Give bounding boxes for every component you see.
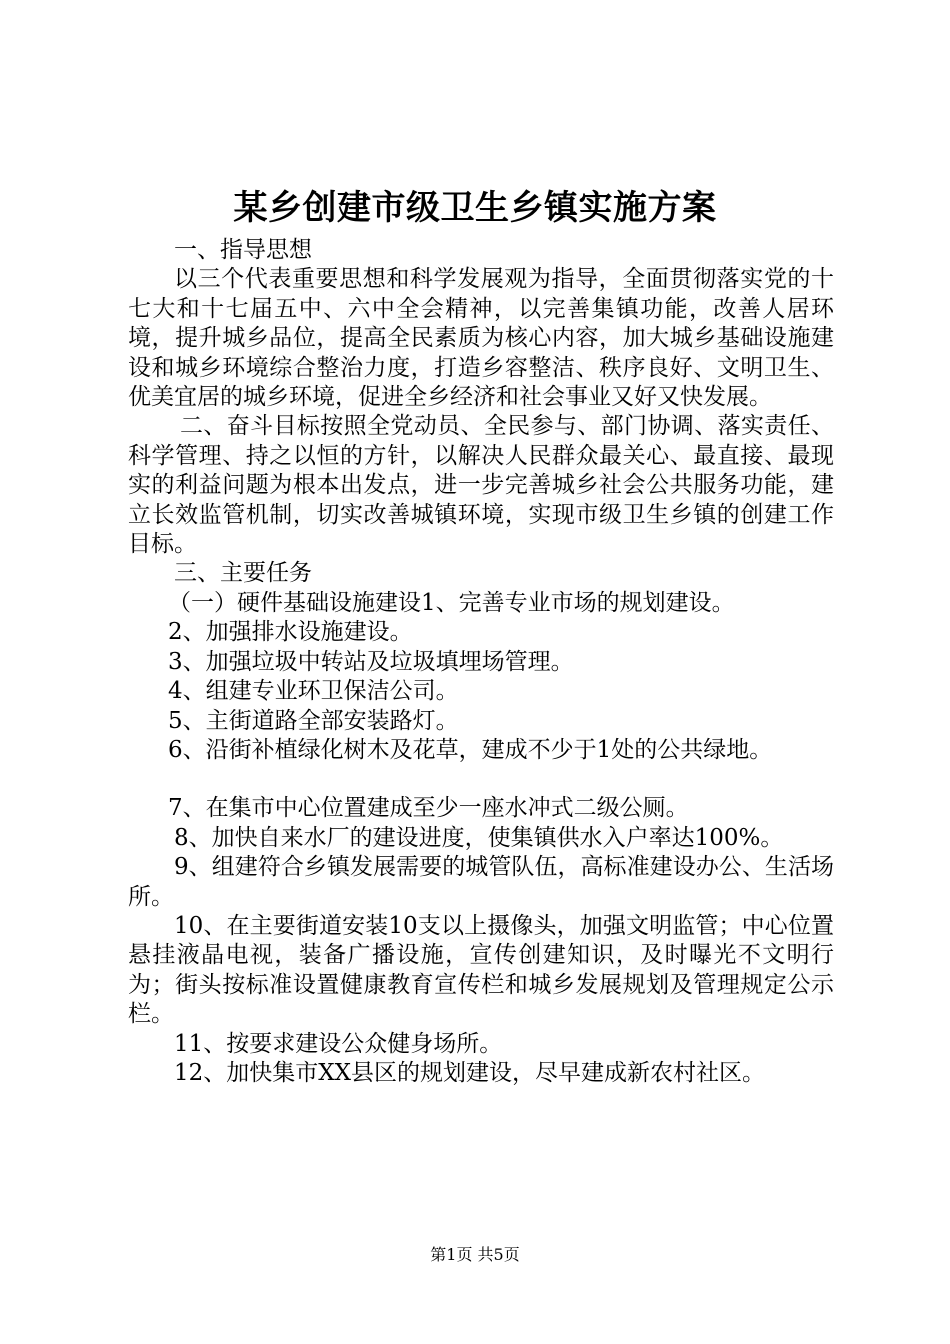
document-title: 某乡创建市级卫生乡镇实施方案 <box>233 188 717 228</box>
task-item: 2、加强排水设施建设。 <box>168 619 413 646</box>
task-item: 7、在集市中心位置建成至少一座水冲式二级公厕。 <box>168 795 689 822</box>
task-item: 10、在主要街道安装10支以上摄像头，加强文明监管；中心位置悬挂液晶电视，装备广播设施，宣传创建知识，及时曝光不文明行为；街头按标准设置健康教育宣传栏和城乡发展规划及管理规定公示栏。 <box>128 912 834 1028</box>
section-heading-guiding-thought: 一、指导思想 <box>174 237 312 263</box>
paragraph-goals: 二、奋斗目标按照全党动员、全民参与、部门协调、落实责任、科学管理、持之以恒的方针，以解决人民群众最关心、最直接、最现实的利益问题为根本出发点，进一步完善城乡社会公共服务功能，建立长效监管机制，切实改善城镇环境，实现市级卫生乡镇的创建工作目标。 <box>128 413 834 558</box>
task-item: 3、加强垃圾中转站及垃圾填埋场管理。 <box>168 648 574 675</box>
paragraph-guiding-thought: 以三个代表重要思想和科学发展观为指导，全面贯彻落实党的十七大和十七届五中、六中全会精神，以完善集镇功能，改善人居环境，提升城乡品位，提高全民素质为核心内容，加大城乡基础设施建设和城乡环境综合整治力度，打造乡容整洁、秩序良好、文明卫生、优美宜居的城乡环境，促进全乡经济和社会事业又好又快发展。 <box>128 266 834 411</box>
task-item: 12、加快集市XX县区的规划建设，尽早建成新农村社区。 <box>174 1059 766 1086</box>
blank-line <box>128 765 834 794</box>
task-item: 11、按要求建设公众健身场所。 <box>174 1030 503 1057</box>
task-item: 5、主街道路全部安装路灯。 <box>168 707 459 734</box>
task-item: 8、加快自来水厂的建设进度，使集镇供水入户率达100%。 <box>174 824 784 851</box>
task-item: 4、组建专业环卫保洁公司。 <box>168 678 459 705</box>
page-footer: 第1页 共5页 <box>430 1245 520 1264</box>
task-item: 9、组建符合乡镇发展需要的城管队伍，高标准建设办公、生活场所。 <box>128 854 834 910</box>
task-item: 6、沿街补植绿化树木及花草，建成不少于1处的公共绿地。 <box>168 736 773 763</box>
document-body <box>128 236 834 1088</box>
task-item: （一）硬件基础设施建设1、完善专业市场的规划建设。 <box>168 589 735 616</box>
section-heading-main-tasks: 三、主要任务 <box>174 560 312 587</box>
